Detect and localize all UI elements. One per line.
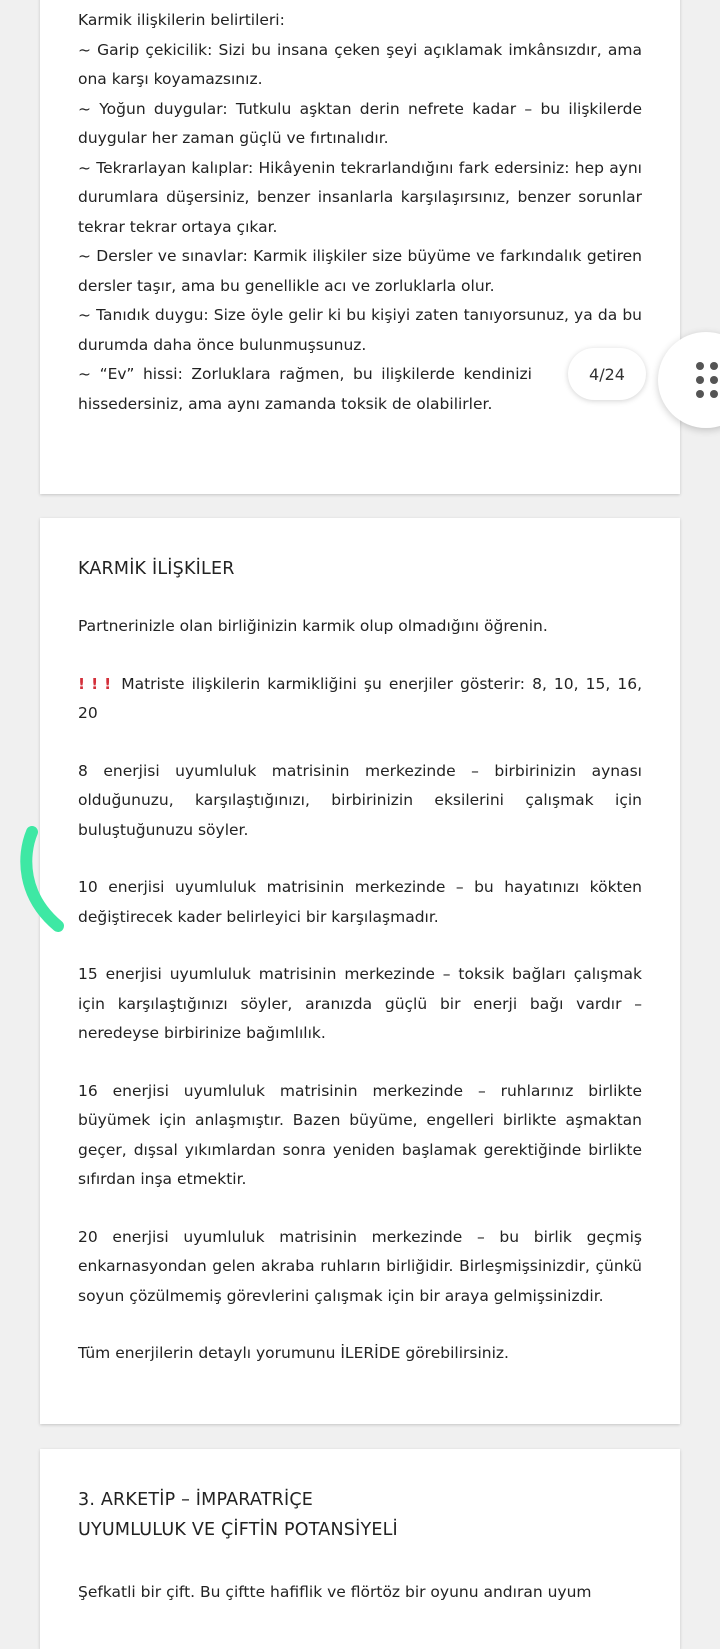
alert-paragraph	[78, 670, 642, 729]
sign-item: ~ “Ev” hissi: Zorluklara rağmen, bu ilişkilerde kendinizi hissedersiniz, ama aynı zamanda toksik de olabilirler.	[78, 365, 532, 413]
archetype-title-line2: UYUMLULUK VE ÇİFTİN POTANSİYELİ	[78, 1520, 398, 1540]
alert-icon: !!!	[78, 674, 118, 693]
energy-10-text: 10 enerjisi uyumluluk matrisinin merkezinde – bu hayatınızı kökten değiştirecek kader belirleyici bir karşılaşmadır.	[78, 878, 642, 926]
content-card-archetype	[40, 1449, 680, 1649]
outro-text: Tüm enerjilerin detaylı yorumunu İLERİDE görebilirsiniz.	[78, 1344, 509, 1362]
energy-16-text: 16 enerjisi uyumluluk matrisinin merkezinde – ruhlarınız birlikte büyümek için anlaşmıştır. Bazen büyüme, engelleri birlikte aşmaktan geçer, dışsal yıkımlardan sonra yeniden başlamak gerektiğinde birlikte sıfırdan inşa etmektir.	[78, 1081, 642, 1188]
highlighter-mark	[18, 826, 68, 936]
sign-item: ~ Garip çekicilik: Sizi bu insana çeken şeyi açıklamak imkânsızdır, ama ona karşı koyamazsınız.	[78, 40, 642, 88]
archetype-title	[78, 1485, 642, 1545]
intro-text: Partnerinizle olan birliğinizin karmik olup olmadığını öğrenin.	[78, 617, 548, 635]
archetype-title-line1: 3. ARKETİP – İMPARATRİÇE	[78, 1490, 314, 1510]
section-title: KARMİK İLİŞKİLER	[78, 559, 235, 579]
energy-8-text: 8 enerjisi uyumluluk matrisinin merkezinde – birbirinizin aynası olduğunuzu, karşılaştığınızı, birbirinizin eksilerini çalışmak için buluştuğunuzu söyler.	[78, 761, 642, 839]
sign-item: ~ Tanıdık duygu: Size öyle gelir ki bu kişiyi zaten tanıyorsunuz, ya da bu durumda daha önce bulunmuşsunuz.	[78, 306, 642, 354]
grid-dots-icon	[696, 362, 720, 398]
energy-20-text: 20 enerjisi uyumluluk matrisinin merkezinde – bu birlik geçmiş enkarnasyondan gelen akraba ruhların birliğidir. Birleşmişsinizdir, çünkü soyun çözülmemiş görevlerini çalışmak için bir araya gelmişsinizdir.	[78, 1227, 642, 1305]
page-indicator[interactable]: 4/24	[568, 348, 646, 400]
signs-heading: Karmik ilişkilerin belirtileri:	[78, 11, 285, 29]
sign-item: ~ Yoğun duygular: Tutkulu aşktan derin nefrete kadar – bu ilişkilerde duygular her zaman güçlü ve fırtınalıdır.	[78, 99, 642, 147]
sign-item: ~ Tekrarlayan kalıplar: Hikâyenin tekrarlandığını fark edersiniz: hep aynı durumlara düşersiniz, benzer insanlarla karşılaşırsınız, benzer sorunlar tekrar tekrar ortaya çıkar.	[78, 158, 642, 236]
archetype-intro-text: Şefkatli bir çift. Bu çiftte hafiflik ve flörtöz bir oyunu andıran uyum	[78, 1583, 592, 1601]
content-card-karmic	[40, 518, 680, 1424]
alert-text: Matriste ilişkilerin karmikliğini şu enerjiler gösterir: 8, 10, 15, 16, 20	[78, 674, 642, 722]
energy-15-text: 15 enerjisi uyumluluk matrisinin merkezinde – toksik bağları çalışmak için karşılaştığınızı söyler, aranızda güçlü bir enerji bağı vardır – neredeyse birbirinize bağımlılık.	[78, 965, 642, 1042]
sign-item: ~ Dersler ve sınavlar: Karmik ilişkiler size büyüme ve farkındalık getiren dersler taşır, ama bu genellikle acı ve zorluklarla olur.	[78, 247, 642, 295]
content-card-signs	[40, 0, 680, 494]
